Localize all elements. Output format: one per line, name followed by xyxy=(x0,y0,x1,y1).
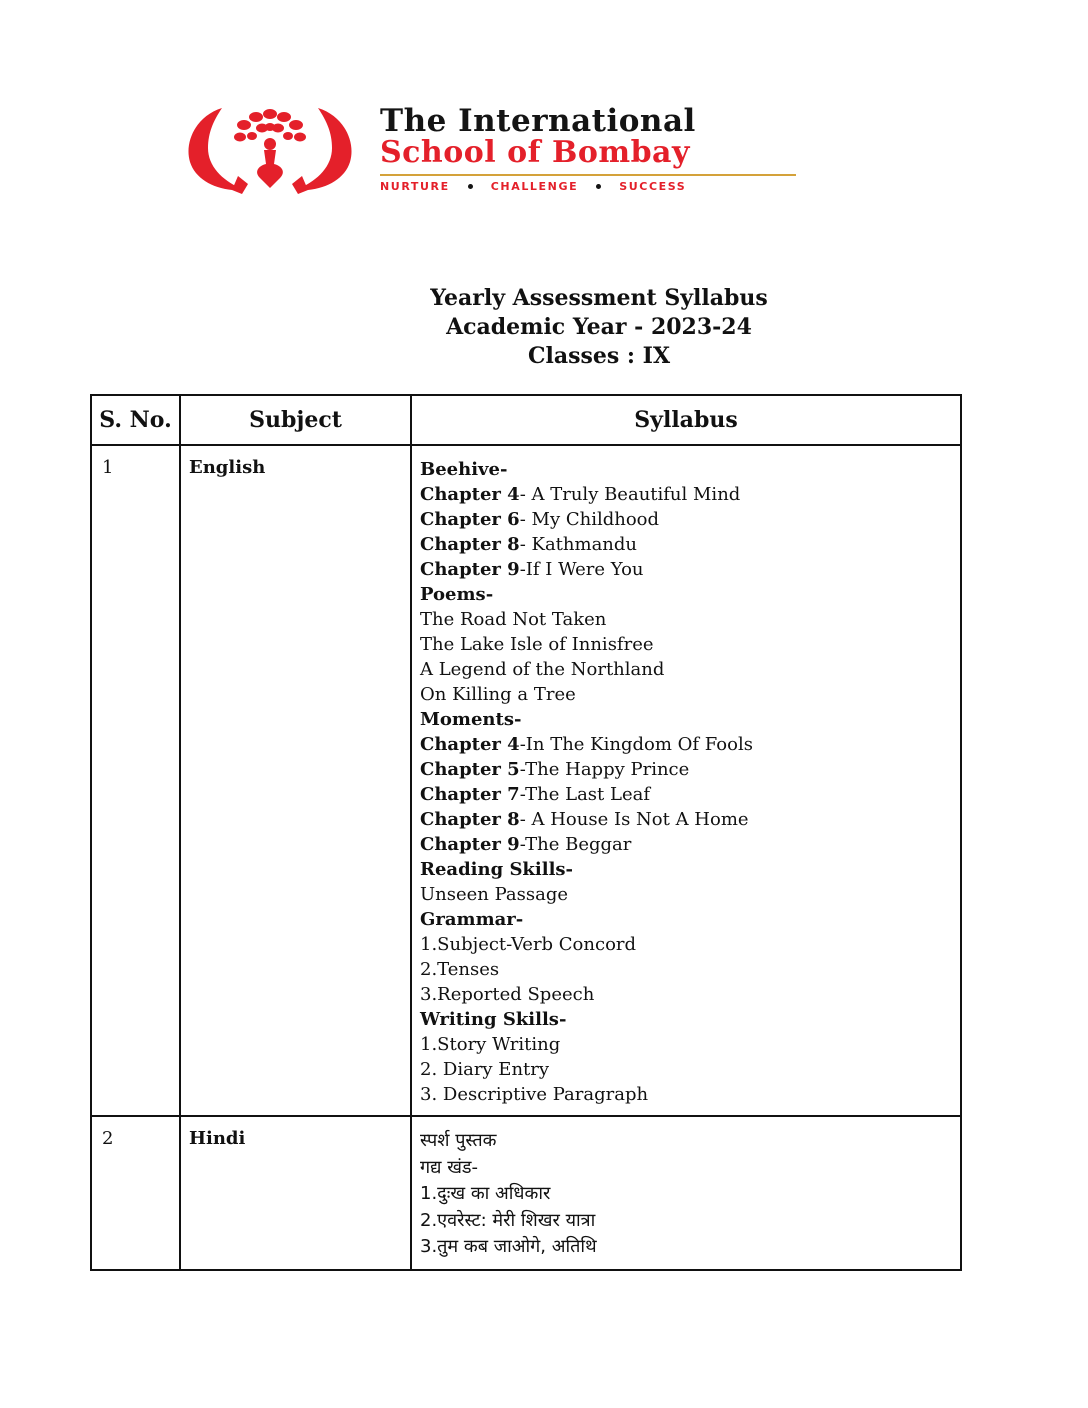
syllabus-line xyxy=(420,682,960,707)
syllabus-line xyxy=(420,882,960,907)
school-name-line2: School of Bombay xyxy=(380,135,690,170)
syllabus-line-text: 2. Diary Entry xyxy=(420,1059,550,1080)
syllabus-line-text: The Road Not Taken xyxy=(420,609,607,630)
syllabus-line xyxy=(420,607,960,632)
syllabus-line-text: 1.दुःख का अधिकार xyxy=(420,1183,551,1204)
table-row xyxy=(91,445,961,1116)
title-line-2: Academic Year - 2023-24 xyxy=(446,314,752,340)
document-title xyxy=(300,284,898,371)
syllabus-line-heading: Chapter 8 xyxy=(420,809,520,830)
syllabus-line-heading: Moments- xyxy=(420,709,522,730)
syllabus-line xyxy=(420,1032,960,1057)
serial-number-cell: 2 xyxy=(91,1116,180,1270)
syllabus-line xyxy=(420,1155,960,1182)
syllabus-line xyxy=(420,957,960,982)
syllabus-line-heading: Poems- xyxy=(420,584,494,605)
serial-number-cell: 1 xyxy=(91,445,180,1116)
title-line-3: Classes : IX xyxy=(527,343,671,369)
syllabus-line xyxy=(420,1208,960,1235)
tagline-word-success: SUCCESS xyxy=(619,180,687,193)
syllabus-line xyxy=(420,757,960,782)
syllabus-line-text: The Lake Isle of Innisfree xyxy=(420,634,654,655)
syllabus-line-text: A Legend of the Northland xyxy=(420,659,665,680)
syllabus-line xyxy=(420,457,960,482)
syllabus-line-heading: Chapter 7 xyxy=(420,784,520,805)
syllabus-line-heading: Chapter 8 xyxy=(420,534,520,555)
header-subject: Subject xyxy=(180,395,411,445)
header-sno: S. No. xyxy=(91,395,180,445)
syllabus-line-text: 3.Reported Speech xyxy=(420,984,595,1005)
tagline-word-nurture: NURTURE xyxy=(380,180,450,193)
syllabus-line xyxy=(420,982,960,1007)
title-line-1: Yearly Assessment Syllabus xyxy=(430,285,768,311)
syllabus-line xyxy=(420,482,960,507)
syllabus-line-heading: Chapter 9 xyxy=(420,834,520,855)
syllabus-cell xyxy=(411,445,961,1116)
syllabus-line-heading: Chapter 6 xyxy=(420,509,520,530)
syllabus-line-text: स्पर्श पुस्तक xyxy=(420,1130,497,1151)
syllabus-line xyxy=(420,1007,960,1032)
syllabus-line xyxy=(420,907,960,932)
syllabus-line-heading: Chapter 4 xyxy=(420,734,520,755)
syllabus-line xyxy=(420,1082,960,1107)
syllabus-line-text: 1.Subject-Verb Concord xyxy=(420,934,637,955)
subject-cell: Hindi xyxy=(180,1116,411,1270)
syllabus-line xyxy=(420,857,960,882)
syllabus-line-text: -The Happy Prince xyxy=(519,759,690,780)
syllabus-line-heading: Chapter 9 xyxy=(420,559,520,580)
table-row xyxy=(91,1116,961,1270)
syllabus-line-text: - A Truly Beautiful Mind xyxy=(519,484,741,505)
syllabus-line-text: - A House Is Not A Home xyxy=(519,809,749,830)
logo-divider xyxy=(380,174,796,176)
syllabus-line-heading: Grammar- xyxy=(420,909,524,930)
syllabus-line xyxy=(420,632,960,657)
syllabus-line-heading: Writing Skills- xyxy=(420,1009,567,1030)
bullet-icon xyxy=(596,184,601,189)
syllabus-line xyxy=(420,557,960,582)
school-tagline xyxy=(380,180,686,193)
syllabus-line xyxy=(420,582,960,607)
syllabus-line-text: 3. Descriptive Paragraph xyxy=(420,1084,649,1105)
syllabus-line-heading: Chapter 4 xyxy=(420,484,520,505)
syllabus-line-text: 2.Tenses xyxy=(420,959,500,980)
syllabus-line xyxy=(420,832,960,857)
syllabus-line-text: - Kathmandu xyxy=(519,534,638,555)
syllabus-line-heading: Beehive- xyxy=(420,459,508,480)
syllabus-line-text: Unseen Passage xyxy=(420,884,569,905)
syllabus-line-heading: Chapter 5 xyxy=(420,759,520,780)
syllabus-line-text: -The Last Leaf xyxy=(519,784,650,805)
syllabus-line xyxy=(420,732,960,757)
syllabus-line-text: -If I Were You xyxy=(519,559,644,580)
header-syllabus: Syllabus xyxy=(411,395,961,445)
bullet-icon xyxy=(468,184,473,189)
tagline-word-challenge: CHALLENGE xyxy=(490,180,579,193)
syllabus-line xyxy=(420,932,960,957)
table-header-row xyxy=(91,395,961,445)
syllabus-line-heading: Reading Skills- xyxy=(420,859,574,880)
subject-cell: English xyxy=(180,445,411,1116)
school-name-line1: The International xyxy=(380,103,696,139)
syllabus-line xyxy=(420,657,960,682)
syllabus-line-text: On Killing a Tree xyxy=(420,684,576,705)
syllabus-line-text: 3.तुम कब जाओगे, अतिथि xyxy=(420,1236,597,1257)
tree-hands-emblem-icon xyxy=(182,104,358,194)
syllabus-line xyxy=(420,1057,960,1082)
syllabus-line-text: 1.Story Writing xyxy=(420,1034,561,1055)
syllabus-line xyxy=(420,1181,960,1208)
syllabus-line-text: -The Beggar xyxy=(519,834,632,855)
syllabus-line-text: 2.एवरेस्ट: मेरी शिखर यात्रा xyxy=(420,1209,596,1231)
syllabus-line xyxy=(420,782,960,807)
syllabus-line-text: गद्य खंड- xyxy=(420,1156,479,1178)
syllabus-line xyxy=(420,807,960,832)
school-logo xyxy=(182,104,802,200)
syllabus-cell xyxy=(411,1116,961,1270)
syllabus-line xyxy=(420,707,960,732)
syllabus-line-text: -In The Kingdom Of Fools xyxy=(519,734,753,755)
syllabus-table xyxy=(90,394,962,1271)
syllabus-line xyxy=(420,532,960,557)
syllabus-line xyxy=(420,1234,960,1261)
syllabus-line xyxy=(420,507,960,532)
syllabus-line xyxy=(420,1128,960,1155)
syllabus-line-text: - My Childhood xyxy=(519,509,660,530)
